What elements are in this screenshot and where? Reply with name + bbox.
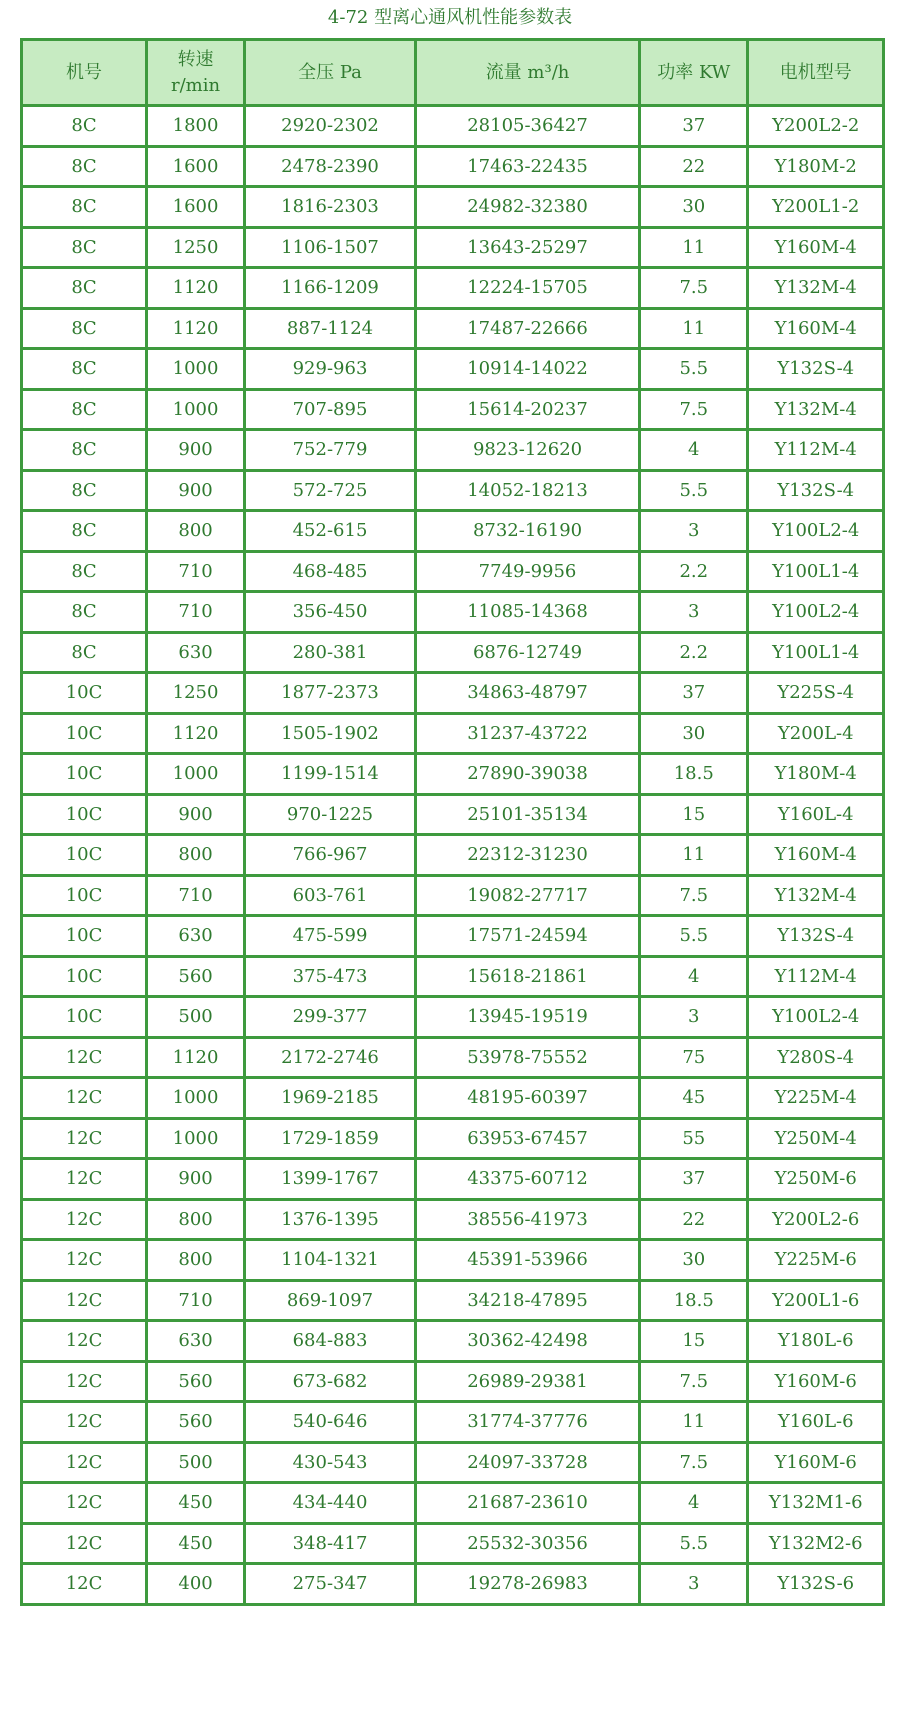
cell-pressure: 970-1225: [245, 794, 416, 835]
cell-speed: 560: [147, 1402, 245, 1443]
cell-model: 12C: [22, 1402, 147, 1443]
cell-model: 12C: [22, 1321, 147, 1362]
cell-power: 3: [640, 997, 748, 1038]
cell-speed: 630: [147, 916, 245, 957]
table-row: [22, 227, 884, 268]
cell-model: 12C: [22, 1442, 147, 1483]
table-row: [22, 349, 884, 390]
cell-motor: Y160M-4: [748, 308, 884, 349]
table-row: [22, 835, 884, 876]
cell-pressure: 929-963: [245, 349, 416, 390]
cell-pressure: 540-646: [245, 1402, 416, 1443]
cell-model: 8C: [22, 430, 147, 471]
cell-flow: 34218-47895: [415, 1280, 639, 1321]
table-row: [22, 551, 884, 592]
table-row: [22, 916, 884, 957]
cell-flow: 17487-22666: [415, 308, 639, 349]
cell-model: 12C: [22, 1280, 147, 1321]
cell-pressure: 707-895: [245, 389, 416, 430]
cell-model: 12C: [22, 1483, 147, 1524]
cell-model: 10C: [22, 794, 147, 835]
cell-speed: 1120: [147, 308, 245, 349]
cell-pressure: 752-779: [245, 430, 416, 471]
cell-model: 8C: [22, 268, 147, 309]
cell-motor: Y132M1-6: [748, 1483, 884, 1524]
cell-flow: 10914-14022: [415, 349, 639, 390]
cell-speed: 800: [147, 835, 245, 876]
cell-pressure: 1729-1859: [245, 1118, 416, 1159]
cell-motor: Y160L-4: [748, 794, 884, 835]
cell-motor: Y180M-2: [748, 146, 884, 187]
cell-speed: 800: [147, 511, 245, 552]
cell-speed: 710: [147, 592, 245, 633]
cell-flow: 17463-22435: [415, 146, 639, 187]
header-model: 机号: [22, 40, 147, 106]
header-flow: 流量 m³/h: [415, 40, 639, 106]
table-row: [22, 1321, 884, 1362]
cell-flow: 19082-27717: [415, 875, 639, 916]
cell-motor: Y132S-4: [748, 916, 884, 957]
table-row: [22, 1523, 884, 1564]
table-row: [22, 754, 884, 795]
cell-flow: 14052-18213: [415, 470, 639, 511]
cell-power: 3: [640, 511, 748, 552]
cell-speed: 1250: [147, 673, 245, 714]
cell-motor: Y180M-4: [748, 754, 884, 795]
cell-pressure: 1104-1321: [245, 1240, 416, 1281]
table-row: [22, 430, 884, 471]
cell-model: 8C: [22, 146, 147, 187]
cell-speed: 710: [147, 551, 245, 592]
cell-power: 2.2: [640, 551, 748, 592]
cell-flow: 48195-60397: [415, 1078, 639, 1119]
cell-pressure: 2172-2746: [245, 1037, 416, 1078]
cell-flow: 28105-36427: [415, 106, 639, 147]
header-power: 功率 KW: [640, 40, 748, 106]
cell-model: 8C: [22, 470, 147, 511]
cell-flow: 9823-12620: [415, 430, 639, 471]
cell-model: 12C: [22, 1199, 147, 1240]
table-row: [22, 1402, 884, 1443]
cell-flow: 30362-42498: [415, 1321, 639, 1362]
cell-pressure: 434-440: [245, 1483, 416, 1524]
cell-model: 8C: [22, 227, 147, 268]
cell-pressure: 2478-2390: [245, 146, 416, 187]
cell-power: 18.5: [640, 754, 748, 795]
cell-speed: 500: [147, 997, 245, 1038]
cell-pressure: 1399-1767: [245, 1159, 416, 1200]
cell-flow: 13643-25297: [415, 227, 639, 268]
cell-flow: 34863-48797: [415, 673, 639, 714]
cell-flow: 6876-12749: [415, 632, 639, 673]
cell-speed: 800: [147, 1240, 245, 1281]
cell-motor: Y100L1-4: [748, 632, 884, 673]
cell-pressure: 430-543: [245, 1442, 416, 1483]
cell-power: 7.5: [640, 875, 748, 916]
cell-motor: Y100L2-4: [748, 997, 884, 1038]
cell-speed: 1120: [147, 268, 245, 309]
cell-power: 30: [640, 1240, 748, 1281]
cell-power: 5.5: [640, 1523, 748, 1564]
cell-model: 10C: [22, 835, 147, 876]
cell-flow: 22312-31230: [415, 835, 639, 876]
header-pressure: 全压 Pa: [245, 40, 416, 106]
fan-performance-table: [20, 38, 885, 1606]
cell-motor: Y132S-6: [748, 1564, 884, 1605]
table-row: [22, 1037, 884, 1078]
cell-power: 37: [640, 106, 748, 147]
cell-speed: 1250: [147, 227, 245, 268]
cell-speed: 900: [147, 470, 245, 511]
cell-pressure: 1106-1507: [245, 227, 416, 268]
table-row: [22, 713, 884, 754]
cell-model: 8C: [22, 187, 147, 228]
cell-motor: Y112M-4: [748, 956, 884, 997]
cell-power: 4: [640, 1483, 748, 1524]
cell-model: 10C: [22, 956, 147, 997]
cell-flow: 21687-23610: [415, 1483, 639, 1524]
cell-flow: 25101-35134: [415, 794, 639, 835]
cell-pressure: 887-1124: [245, 308, 416, 349]
cell-model: 12C: [22, 1240, 147, 1281]
cell-motor: Y132M2-6: [748, 1523, 884, 1564]
table-row: [22, 997, 884, 1038]
cell-model: 8C: [22, 308, 147, 349]
cell-motor: Y200L1-2: [748, 187, 884, 228]
cell-power: 5.5: [640, 916, 748, 957]
cell-model: 8C: [22, 632, 147, 673]
header-motor: 电机型号: [748, 40, 884, 106]
cell-speed: 1000: [147, 754, 245, 795]
cell-model: 8C: [22, 592, 147, 633]
cell-flow: 11085-14368: [415, 592, 639, 633]
table-row: [22, 1442, 884, 1483]
cell-flow: 31774-37776: [415, 1402, 639, 1443]
cell-flow: 38556-41973: [415, 1199, 639, 1240]
cell-flow: 24097-33728: [415, 1442, 639, 1483]
cell-pressure: 766-967: [245, 835, 416, 876]
table-row: [22, 470, 884, 511]
cell-motor: Y250M-4: [748, 1118, 884, 1159]
cell-motor: Y200L2-6: [748, 1199, 884, 1240]
cell-power: 75: [640, 1037, 748, 1078]
table-row: [22, 511, 884, 552]
table-row: [22, 592, 884, 633]
cell-speed: 1000: [147, 349, 245, 390]
cell-power: 5.5: [640, 349, 748, 390]
cell-speed: 710: [147, 875, 245, 916]
cell-power: 55: [640, 1118, 748, 1159]
cell-power: 37: [640, 673, 748, 714]
table-row: [22, 389, 884, 430]
cell-motor: Y100L1-4: [748, 551, 884, 592]
table-row: [22, 1564, 884, 1605]
cell-speed: 450: [147, 1523, 245, 1564]
cell-model: 12C: [22, 1361, 147, 1402]
cell-power: 7.5: [640, 1361, 748, 1402]
cell-speed: 900: [147, 430, 245, 471]
table-row: [22, 1159, 884, 1200]
cell-power: 4: [640, 956, 748, 997]
cell-motor: Y200L2-2: [748, 106, 884, 147]
cell-speed: 560: [147, 1361, 245, 1402]
table-title: 4-72 型离心通风机性能参数表: [327, 7, 573, 28]
cell-motor: Y132S-4: [748, 470, 884, 511]
table-row: [22, 1483, 884, 1524]
cell-power: 7.5: [640, 389, 748, 430]
cell-pressure: 1816-2303: [245, 187, 416, 228]
cell-flow: 7749-9956: [415, 551, 639, 592]
cell-power: 45: [640, 1078, 748, 1119]
cell-pressure: 1199-1514: [245, 754, 416, 795]
table-row: [22, 1118, 884, 1159]
cell-power: 22: [640, 1199, 748, 1240]
table-row: [22, 673, 884, 714]
cell-pressure: 1376-1395: [245, 1199, 416, 1240]
cell-model: 12C: [22, 1118, 147, 1159]
table-row: [22, 146, 884, 187]
cell-pressure: 684-883: [245, 1321, 416, 1362]
cell-speed: 500: [147, 1442, 245, 1483]
cell-model: 10C: [22, 997, 147, 1038]
cell-power: 30: [640, 713, 748, 754]
cell-flow: 15618-21861: [415, 956, 639, 997]
cell-pressure: 452-615: [245, 511, 416, 552]
cell-speed: 710: [147, 1280, 245, 1321]
cell-speed: 1000: [147, 1078, 245, 1119]
cell-power: 11: [640, 308, 748, 349]
table-row: [22, 875, 884, 916]
cell-model: 12C: [22, 1078, 147, 1119]
cell-pressure: 1505-1902: [245, 713, 416, 754]
cell-motor: Y180L-6: [748, 1321, 884, 1362]
cell-motor: Y160M-6: [748, 1442, 884, 1483]
cell-model: 12C: [22, 1564, 147, 1605]
cell-speed: 1000: [147, 1118, 245, 1159]
cell-flow: 63953-67457: [415, 1118, 639, 1159]
cell-motor: Y132M-4: [748, 389, 884, 430]
table-row: [22, 632, 884, 673]
table-row: [22, 187, 884, 228]
header-speed: [147, 40, 245, 106]
cell-power: 22: [640, 146, 748, 187]
table-row: [22, 956, 884, 997]
cell-motor: Y225M-6: [748, 1240, 884, 1281]
cell-model: 12C: [22, 1523, 147, 1564]
table-row: [22, 1280, 884, 1321]
cell-flow: 45391-53966: [415, 1240, 639, 1281]
cell-pressure: 1877-2373: [245, 673, 416, 714]
cell-pressure: 299-377: [245, 997, 416, 1038]
table-row: [22, 1199, 884, 1240]
cell-power: 2.2: [640, 632, 748, 673]
cell-power: 11: [640, 227, 748, 268]
cell-motor: Y100L2-4: [748, 511, 884, 552]
table-row: [22, 106, 884, 147]
cell-motor: Y250M-6: [748, 1159, 884, 1200]
cell-flow: 24982-32380: [415, 187, 639, 228]
cell-flow: 15614-20237: [415, 389, 639, 430]
cell-pressure: 280-381: [245, 632, 416, 673]
cell-pressure: 1969-2185: [245, 1078, 416, 1119]
table-row: [22, 308, 884, 349]
cell-power: 15: [640, 1321, 748, 1362]
cell-model: 8C: [22, 389, 147, 430]
cell-speed: 630: [147, 632, 245, 673]
cell-pressure: 275-347: [245, 1564, 416, 1605]
cell-power: 3: [640, 592, 748, 633]
cell-model: 10C: [22, 713, 147, 754]
cell-flow: 19278-26983: [415, 1564, 639, 1605]
cell-pressure: 673-682: [245, 1361, 416, 1402]
cell-pressure: 356-450: [245, 592, 416, 633]
cell-motor: Y132S-4: [748, 349, 884, 390]
table-row: [22, 1361, 884, 1402]
cell-motor: Y280S-4: [748, 1037, 884, 1078]
header-speed-unit: r/min: [171, 74, 221, 96]
cell-pressure: 348-417: [245, 1523, 416, 1564]
cell-speed: 800: [147, 1199, 245, 1240]
cell-speed: 1120: [147, 1037, 245, 1078]
cell-pressure: 869-1097: [245, 1280, 416, 1321]
cell-motor: Y160M-4: [748, 227, 884, 268]
cell-model: 12C: [22, 1159, 147, 1200]
table-row: [22, 1240, 884, 1281]
cell-model: 10C: [22, 754, 147, 795]
table-body: [22, 106, 884, 1605]
cell-motor: Y112M-4: [748, 430, 884, 471]
cell-speed: 1600: [147, 146, 245, 187]
header-row: [22, 40, 884, 106]
cell-flow: 26989-29381: [415, 1361, 639, 1402]
cell-power: 15: [640, 794, 748, 835]
cell-speed: 1120: [147, 713, 245, 754]
cell-model: 8C: [22, 106, 147, 147]
cell-power: 18.5: [640, 1280, 748, 1321]
cell-power: 11: [640, 1402, 748, 1443]
cell-motor: Y160L-6: [748, 1402, 884, 1443]
cell-speed: 450: [147, 1483, 245, 1524]
header-speed-label: 转速: [177, 48, 214, 70]
cell-pressure: 603-761: [245, 875, 416, 916]
cell-flow: 8732-16190: [415, 511, 639, 552]
cell-motor: Y200L1-6: [748, 1280, 884, 1321]
cell-power: 7.5: [640, 268, 748, 309]
cell-motor: Y160M-4: [748, 835, 884, 876]
cell-pressure: 2920-2302: [245, 106, 416, 147]
cell-flow: 31237-43722: [415, 713, 639, 754]
cell-pressure: 1166-1209: [245, 268, 416, 309]
cell-model: 8C: [22, 349, 147, 390]
cell-power: 7.5: [640, 1442, 748, 1483]
cell-motor: Y100L2-4: [748, 592, 884, 633]
cell-pressure: 572-725: [245, 470, 416, 511]
cell-flow: 25532-30356: [415, 1523, 639, 1564]
table-row: [22, 794, 884, 835]
cell-flow: 27890-39038: [415, 754, 639, 795]
cell-speed: 400: [147, 1564, 245, 1605]
cell-power: 3: [640, 1564, 748, 1605]
cell-power: 30: [640, 187, 748, 228]
cell-speed: 560: [147, 956, 245, 997]
cell-speed: 1800: [147, 106, 245, 147]
cell-flow: 12224-15705: [415, 268, 639, 309]
cell-model: 10C: [22, 673, 147, 714]
cell-model: 8C: [22, 551, 147, 592]
cell-power: 4: [640, 430, 748, 471]
cell-flow: 13945-19519: [415, 997, 639, 1038]
cell-speed: 630: [147, 1321, 245, 1362]
table-row: [22, 268, 884, 309]
cell-speed: 900: [147, 794, 245, 835]
table-row: [22, 1078, 884, 1119]
cell-power: 11: [640, 835, 748, 876]
cell-motor: Y132M-4: [748, 268, 884, 309]
cell-speed: 1600: [147, 187, 245, 228]
cell-motor: Y225S-4: [748, 673, 884, 714]
cell-pressure: 475-599: [245, 916, 416, 957]
cell-pressure: 375-473: [245, 956, 416, 997]
cell-motor: Y225M-4: [748, 1078, 884, 1119]
cell-flow: 53978-75552: [415, 1037, 639, 1078]
cell-motor: Y160M-6: [748, 1361, 884, 1402]
cell-model: 10C: [22, 916, 147, 957]
cell-power: 5.5: [640, 470, 748, 511]
cell-model: 12C: [22, 1037, 147, 1078]
cell-flow: 43375-60712: [415, 1159, 639, 1200]
cell-flow: 17571-24594: [415, 916, 639, 957]
cell-model: 10C: [22, 875, 147, 916]
cell-speed: 900: [147, 1159, 245, 1200]
cell-model: 8C: [22, 511, 147, 552]
cell-motor: Y200L-4: [748, 713, 884, 754]
cell-pressure: 468-485: [245, 551, 416, 592]
cell-speed: 1000: [147, 389, 245, 430]
cell-motor: Y132M-4: [748, 875, 884, 916]
cell-power: 37: [640, 1159, 748, 1200]
